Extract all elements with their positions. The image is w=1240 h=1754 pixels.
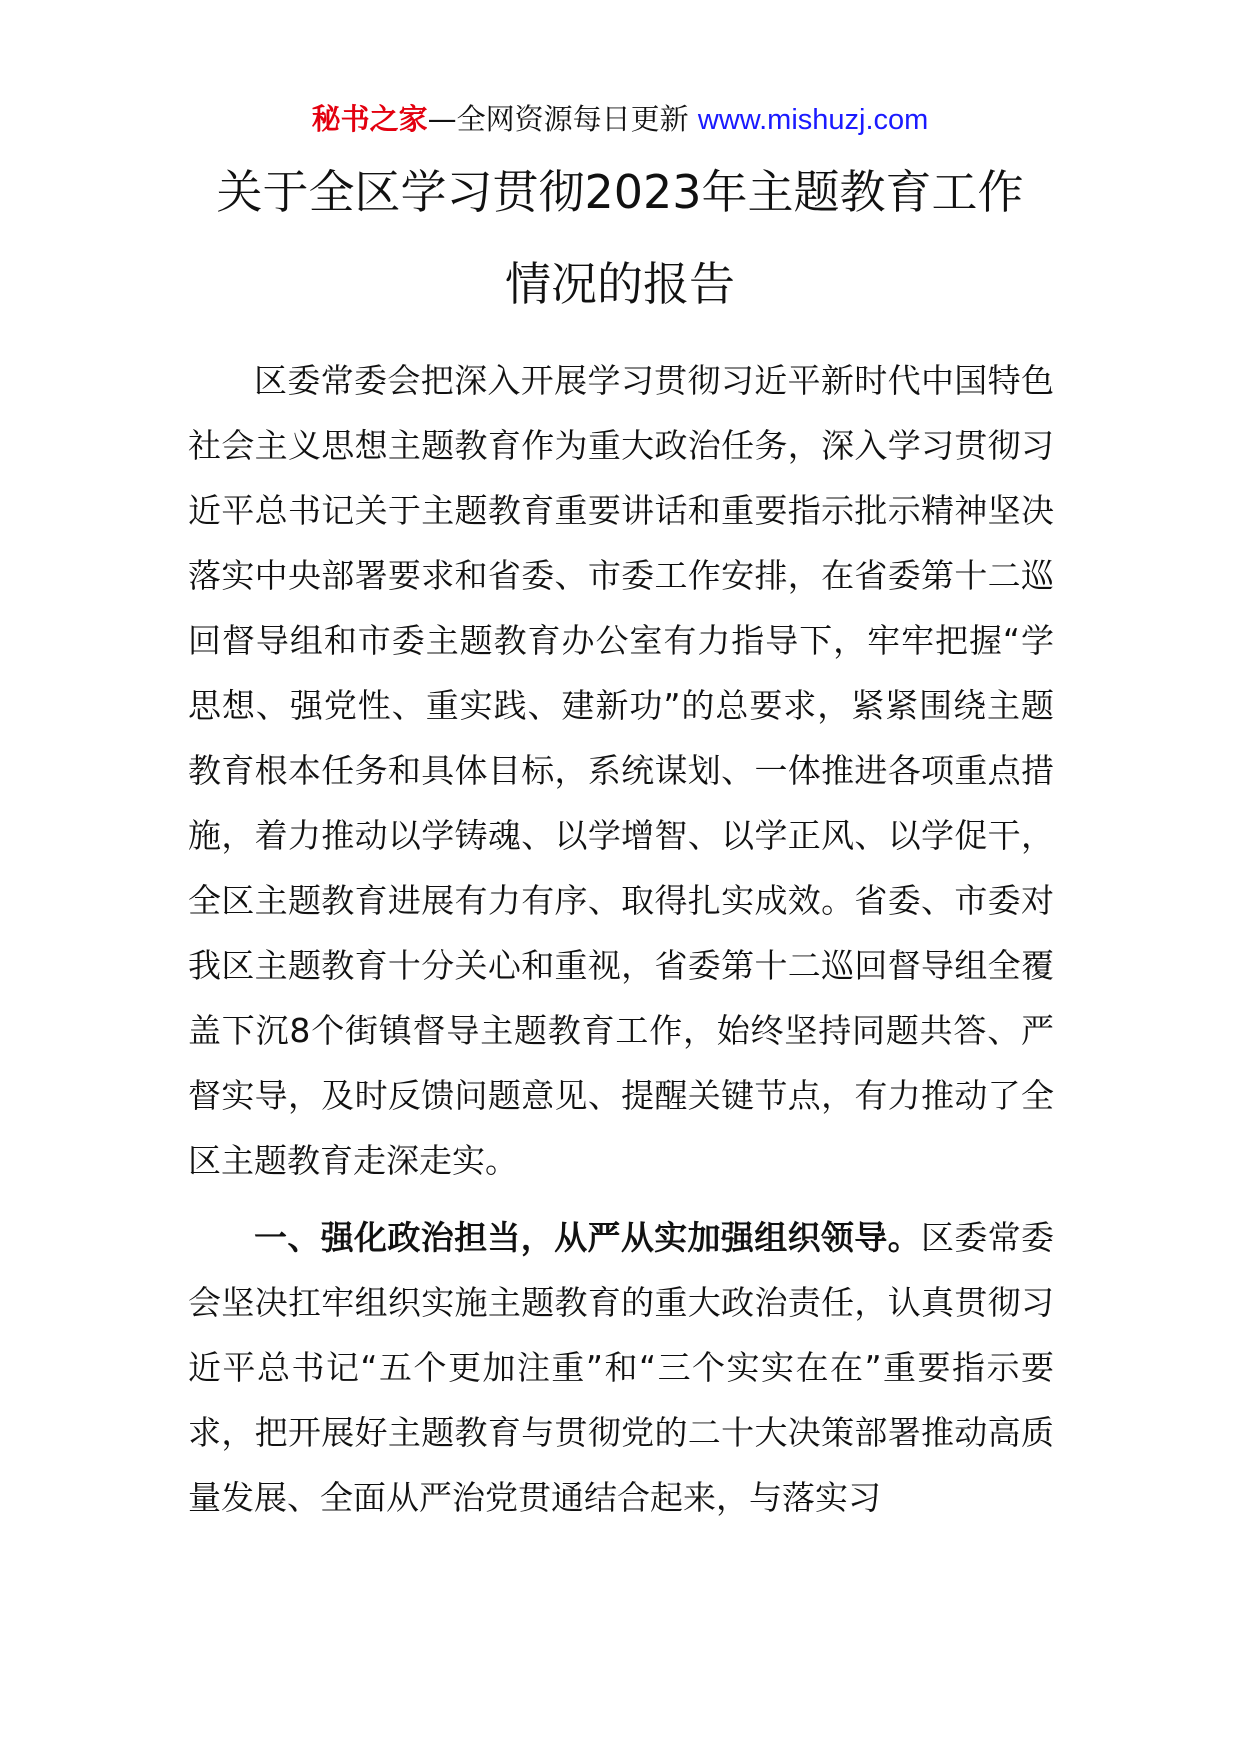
section1-text: 区委常委会坚决扛牢组织实施主题教育的重大政治责任，认真贯彻习近平总书记“五个更加注重”和“三个实实在在”重要指示要求，把开展好主题教育与贯彻党的二十大决策部署推动高质量发展、全面从严治党贯通结合起来，与落实习 <box>188 1218 1055 1517</box>
section1-heading: 一、强化政治担当，从严从实加强组织领导。 <box>254 1218 921 1257</box>
watermark-header <box>0 98 1240 141</box>
site-url[interactable]: www.mishuzj.com <box>697 104 929 136</box>
intro-paragraph: 区委常委会把深入开展学习贯彻习近平新时代中国特色社会主义思想主题教育作为重大政治任务，深入学习贯彻习近平总书记关于主题教育重要讲话和重要指示批示精神坚决落实中央部署要求和省委、市委工作安排，在省委第十二巡回督导组和市委主题教育办公室有力指导下，牢牢把握“学思想、强党性、重实践、建新功”的总要求，紧紧围绕主题教育根本任务和具体目标，系统谋划、一体推进各项重点措施，着力推动以学铸魂、以学增智、以学正风、以学促干，全区主题教育进展有力有序、取得扎实成效。省委、市委对我区主题教育十分关心和重视，省委第十二巡回督导组全覆盖下沉8个街镇督导主题教育工作，始终坚持同题共答、严督实导，及时反馈问题意见、提醒关键节点，有力推动了全区主题教育走深走实。 <box>188 361 1054 1180</box>
header-tagline: —全网资源每日更新 <box>427 102 698 136</box>
brand-name: 秘书之家 <box>311 102 428 136</box>
document-title-line2: 情况的报告 <box>505 257 735 311</box>
section1-paragraph <box>188 1205 1054 1530</box>
document-title-line1: 关于全区学习贯彻2023年主题教育工作 <box>216 165 1024 219</box>
